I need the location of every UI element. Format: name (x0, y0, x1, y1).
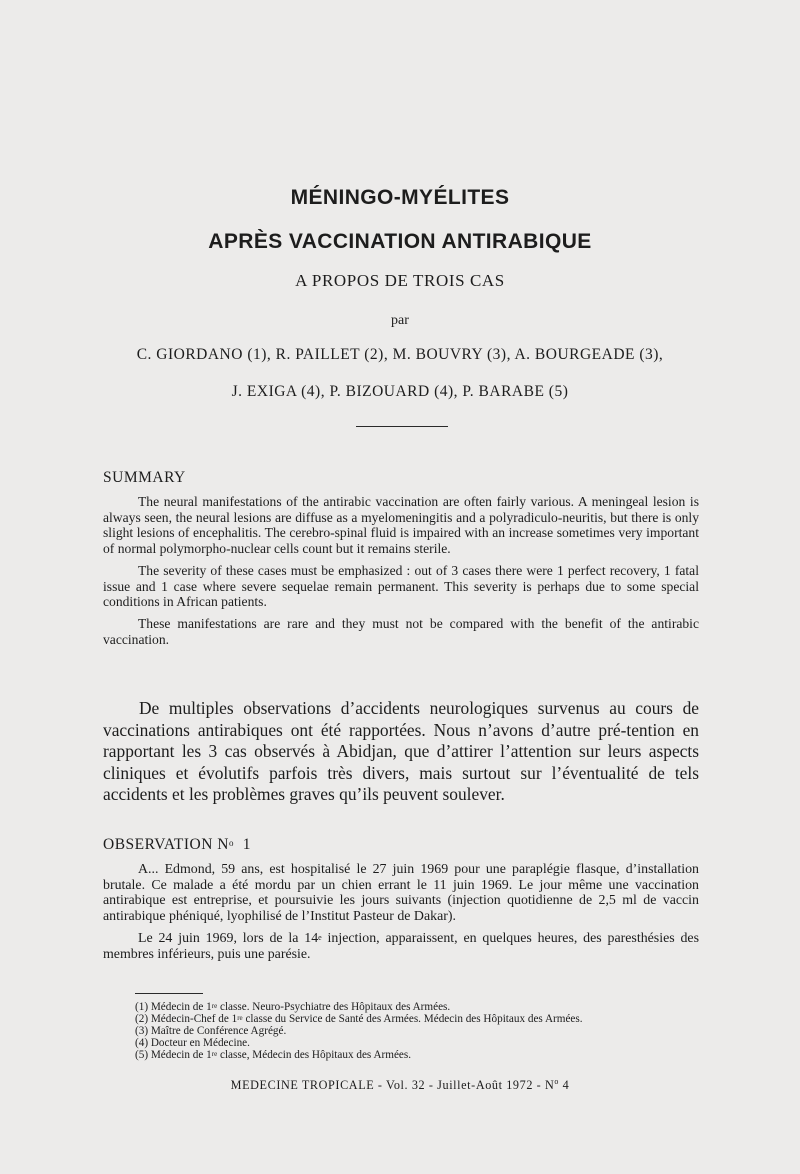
journal-text: MEDECINE TROPICALE - Vol. 32 - Juillet-Août 1972 - N (230, 1078, 555, 1092)
observation-paragraph-2 (103, 931, 699, 962)
footnote-text: (1) Médecin de 1 (135, 1001, 212, 1013)
observation-p2-after: injection, apparaissent, en quelques heures, des paresthésies des membres inférieurs, puis une parésie. (103, 931, 700, 962)
footnote-divider (135, 993, 203, 994)
authors-line-2: J. EXIGA (4), P. BIZOUARD (4), P. BARABE (5) (231, 383, 569, 400)
footnote-item (135, 1025, 695, 1037)
summary-heading: SUMMARY (103, 469, 186, 486)
footnotes-list (135, 1001, 695, 1061)
authors-line-1: C. GIORDANO (1), R. PAILLET (2), M. BOUVRY (3), A. BOURGEADE (3), (136, 346, 664, 363)
observation-p2-before: Le 24 juin 1969, lors de la 14 (138, 931, 319, 946)
footnote-sup: re (211, 1002, 218, 1010)
footnote-text: (5) Médecin de 1 (135, 1049, 212, 1062)
footnote-text-rest: classe. Neuro-Psychiatre des Hôpitaux des Armées. (217, 1001, 451, 1013)
title-divider (356, 426, 448, 427)
introduction-paragraph: De multiples observations d’accidents neurologiques survenus au cours de vaccinations antirabiques ont été rapportées. Nous n’avons d’autre pré-tention en rapportant les 3 cas observés à Abidjan, que d’attirer l’attention sur leurs aspects cliniques et évolutifs parfois très divers, mais surtout sur l’éventualité de tels accidents et les problèmes graves qu’ils peuvent soulever. (103, 698, 699, 805)
footnote-item (135, 1049, 695, 1061)
observation-heading-text: OBSERVATION N (103, 836, 229, 853)
footnote-item (135, 1001, 695, 1013)
title-line-1: MÉNINGO-MYÉLITES (290, 186, 510, 209)
observation-heading-number: 1 (242, 836, 251, 853)
footnote-text: (2) Médecin-Chef de 1 (135, 1013, 238, 1026)
footnote-item (135, 1037, 695, 1049)
observation-section (103, 862, 699, 969)
footnote-sup: re (237, 1014, 243, 1023)
subtitle: A PROPOS DE TROIS CAS (295, 271, 505, 290)
observation-p2-sup: e (318, 933, 322, 942)
summary-paragraph-1: The neural manifestations of the antirabic vaccination are often fairly various. A meningeal lesion is always seen, the neural lesions are diffuse as a myelomeningitis and a polyradiculo-neuritis, but there is only slight lesions of encephalitis. The cerebro-spinal fluid is impaired with an increase sometimes very important of normal polymorpho-nuclear cells count but it remains sterile. (103, 494, 699, 557)
journal-number: 4 (558, 1078, 570, 1092)
summary-paragraph-3: These manifestations are rare and they must not be compared with the benefit of the antirabic vaccination. (103, 615, 699, 647)
observation-heading (103, 836, 251, 854)
observation-paragraph-1: A... Edmond, 59 ans, est hospitalisé le 27 juin 1969 pour une paraplégie flasque, d’installation brutale. Ce malade a été mordu par un chien errant le 11 juin 1969. Le jour même une vaccination antirabique est entreprise, et poursuivie les jours suivants (injection quotidienne de 2,5 ml de vaccin antirabique phéniqué, lyophilisé de l’Institut Pasteur de Dakar). (103, 862, 699, 924)
observation-heading-sup: o (228, 838, 234, 848)
summary-section (103, 494, 699, 653)
journal-footer (0, 1078, 800, 1093)
by-label: par (391, 313, 409, 328)
journal-sup: o (554, 1077, 559, 1086)
footnote-text-rest: classe du Service de Santé des Armées. Médecin des Hôpitaux des Armées. (242, 1013, 583, 1026)
summary-paragraph-2: The severity of these cases must be emphasized : out of 3 cases there were 1 perfect recovery, 1 fatal issue and 1 case where severe sequelae remain permanent. This severity is perhaps due to some special conditions in African patients. (103, 562, 699, 610)
footnote-text: (4) Docteur en Médecine. (135, 1037, 250, 1050)
title-line-2: APRÈS VACCINATION ANTIRABIQUE (208, 230, 592, 253)
footnote-item (135, 1013, 695, 1025)
introduction-section (103, 698, 699, 806)
footnote-text: (3) Maître de Conférence Agrégé. (135, 1025, 287, 1038)
footnote-sup: re (211, 1050, 218, 1059)
footnote-text-rest: classe, Médecin des Hôpitaux des Armées. (217, 1049, 412, 1062)
